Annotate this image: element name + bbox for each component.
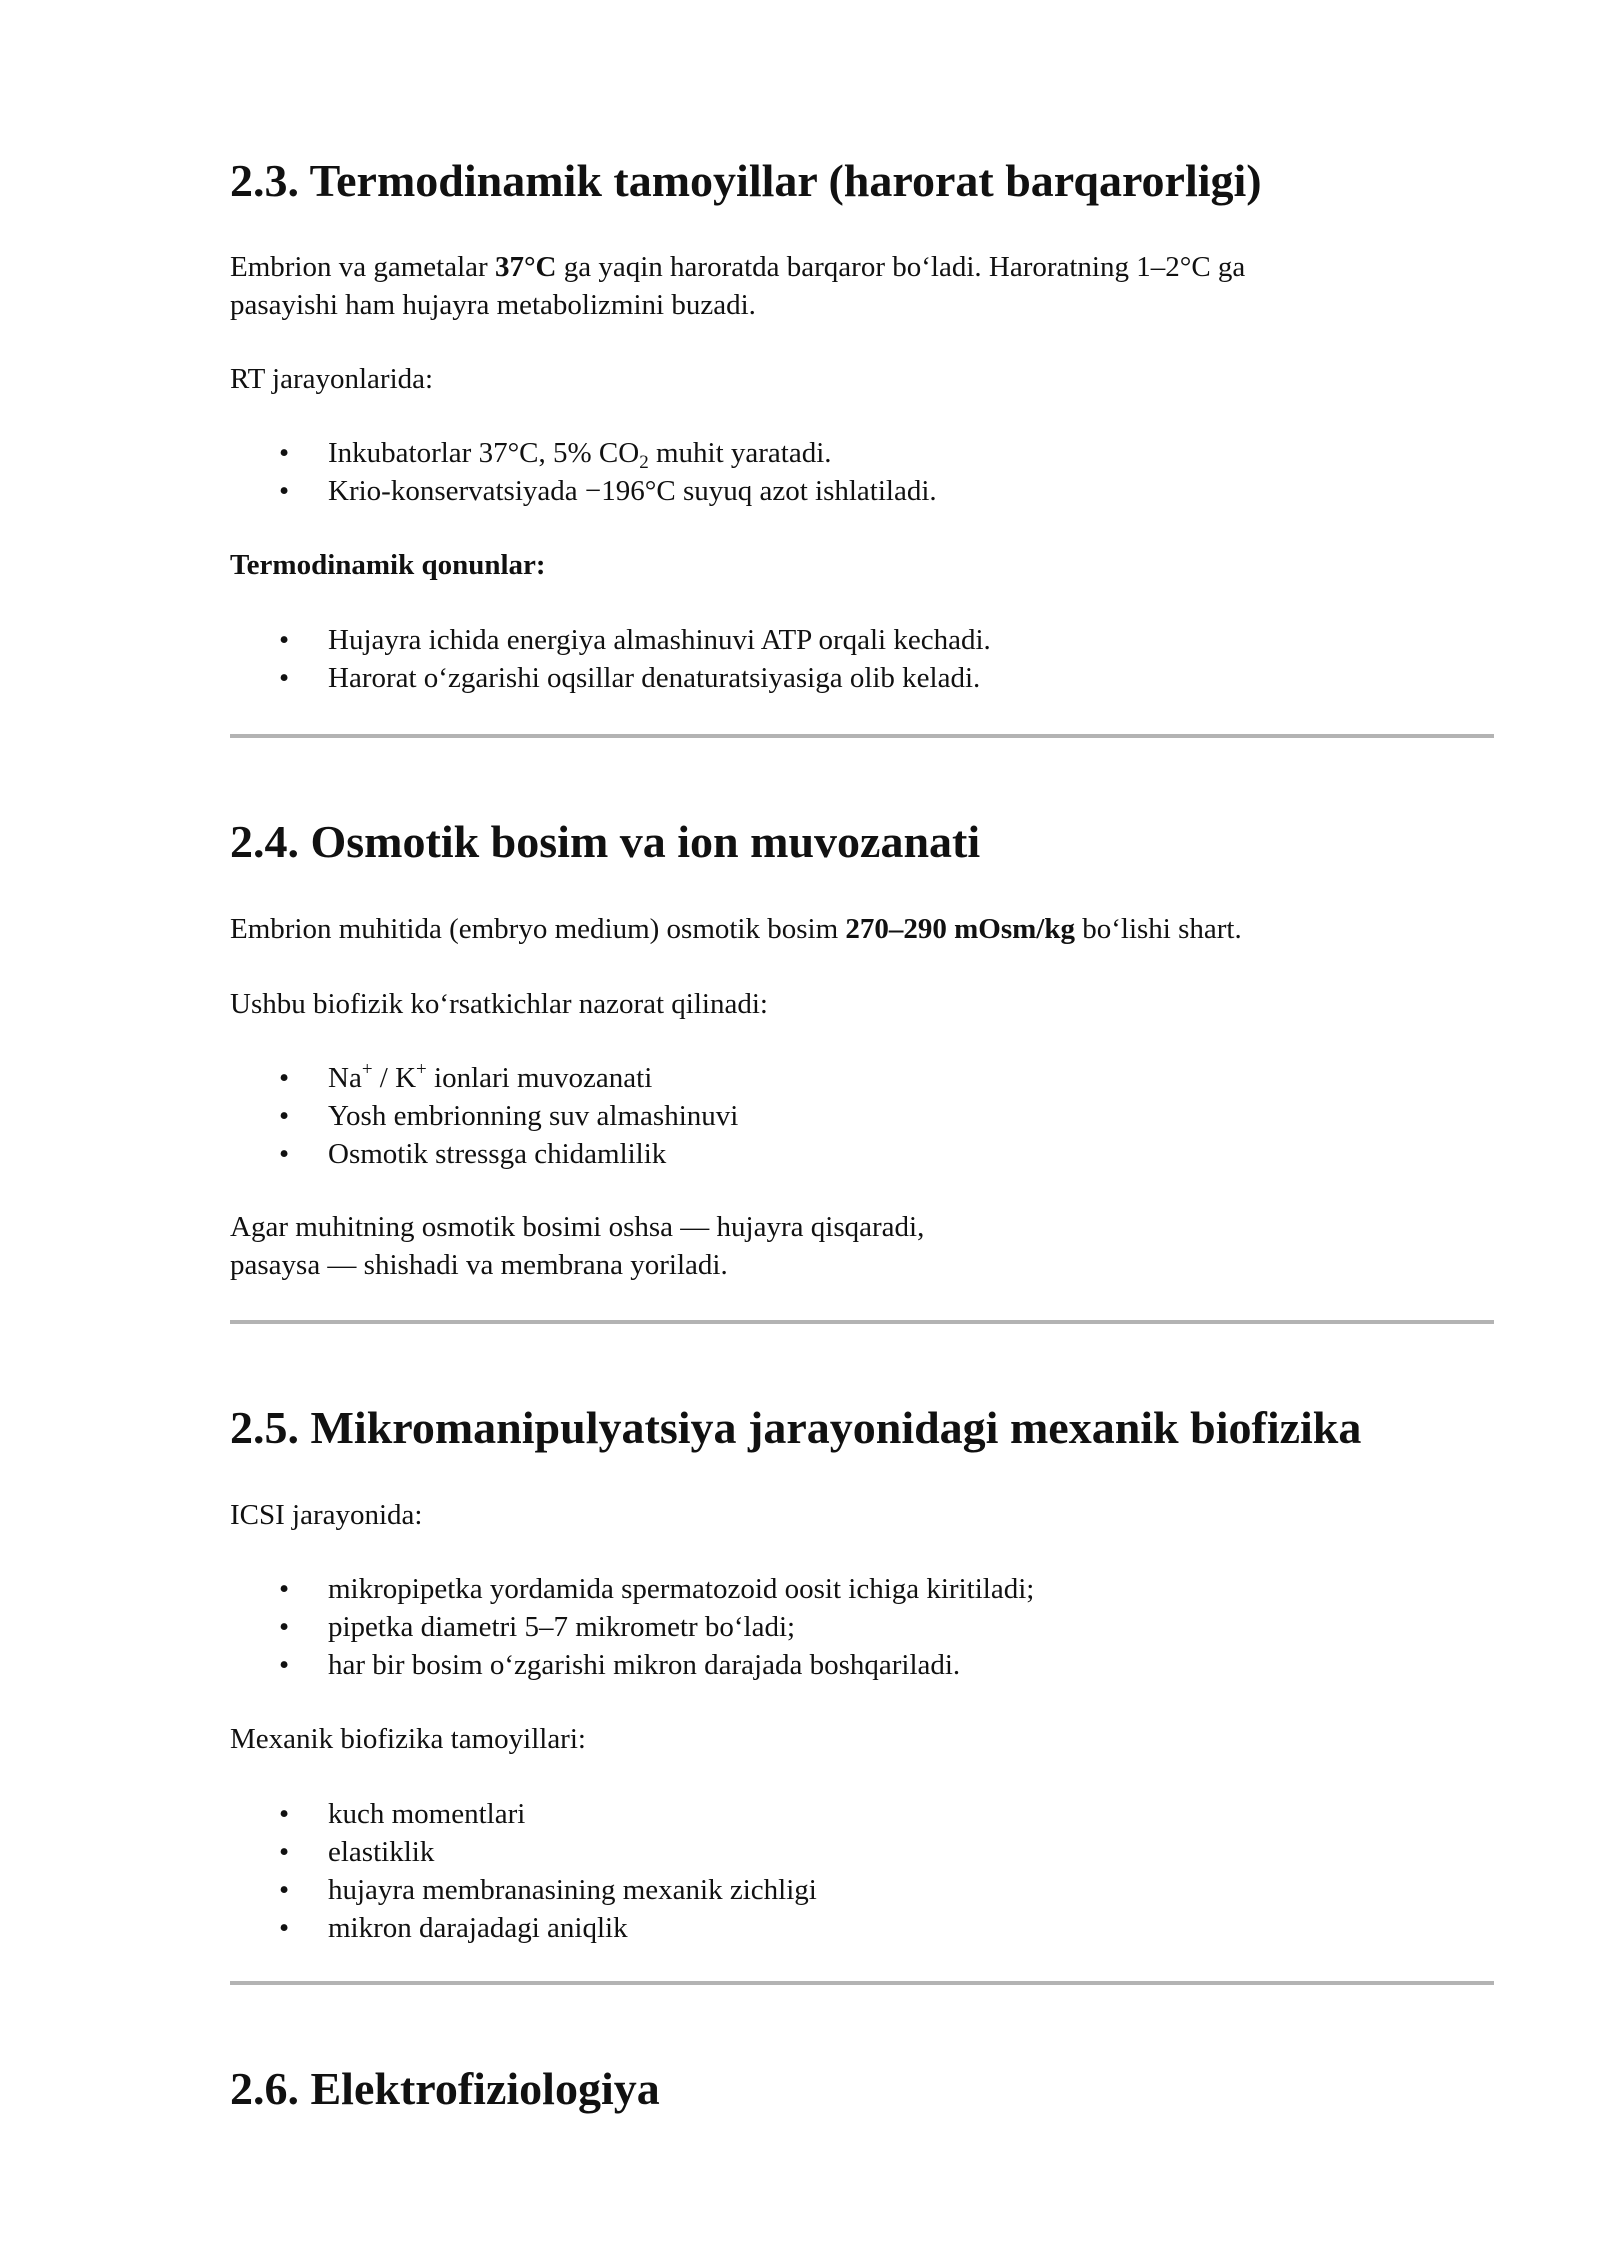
laws-label-bold: Termodinamik qonunlar: bbox=[230, 549, 546, 581]
section-2-4-heading: 2.4. Osmotik bosim va ion muvozanati bbox=[230, 816, 981, 867]
subscript: 2 bbox=[639, 452, 649, 473]
intro-text: ga yaqin haroratda barqaror bo‘ladi. Haroratning 1–2°C ga bbox=[556, 251, 1246, 283]
item-text: ionlari muvozanati bbox=[426, 1062, 653, 1094]
laws-list bbox=[230, 621, 1494, 697]
icsi-label: ICSI jarayonida: bbox=[230, 1499, 423, 1531]
principles-list bbox=[230, 1795, 1494, 1947]
intro-text: bo‘lishi shart. bbox=[1074, 913, 1242, 945]
item-text: muhit yaratadi. bbox=[648, 437, 832, 469]
section-2-3-intro-line2: pasayishi ham hujayra metabolizmini buzadi. bbox=[230, 289, 756, 321]
control-label: Ushbu biofizik ko‘rsatkichlar nazorat qilinadi: bbox=[230, 988, 768, 1020]
section-divider bbox=[230, 1981, 1494, 1985]
rt-label: RT jarayonlarida: bbox=[230, 363, 434, 395]
ion-list bbox=[230, 1059, 1494, 1173]
section-2-6-heading: 2.6. Elektrofiziologiya bbox=[230, 2063, 660, 2114]
intro-bold-temperature: 37°C bbox=[494, 251, 557, 283]
intro-text: Embrion muhitida (embryo medium) osmotik bosim bbox=[230, 913, 846, 945]
intro-text: Embrion va gametalar bbox=[230, 251, 495, 283]
list-item: • hujayra membranasining mexanik zichligi bbox=[230, 1871, 1494, 1909]
list-item bbox=[230, 1059, 1494, 1097]
outro-line2: pasaysa — shishadi va membrana yoriladi. bbox=[230, 1249, 728, 1281]
section-divider bbox=[230, 734, 1494, 738]
item-text: Inkubatorlar 37°C, 5% CO bbox=[328, 437, 640, 469]
list-item: • pipetka diametri 5–7 mikrometr bo‘ladi; bbox=[230, 1608, 1494, 1646]
list-item: • mikron darajadagi aniqlik bbox=[230, 1909, 1494, 1947]
section-2-5-heading: 2.5. Mikromanipulyatsiya jarayonidagi mexanik biofizika bbox=[230, 1402, 1362, 1453]
list-item: • Yosh embrionning suv almashinuvi bbox=[230, 1097, 1494, 1135]
section-2-3-intro-line1 bbox=[230, 248, 1245, 286]
list-item: • Krio-konservatsiyada −196°C suyuq azot ishlatiladi. bbox=[230, 472, 1494, 510]
list-item: • elastiklik bbox=[230, 1833, 1494, 1871]
laws-label bbox=[230, 546, 546, 584]
section-2-3-heading: 2.3. Termodinamik tamoyillar (harorat barqarorligi) bbox=[230, 155, 1262, 206]
superscript: + bbox=[416, 1059, 427, 1080]
icsi-list bbox=[230, 1570, 1494, 1684]
section-2-4-intro bbox=[230, 910, 1242, 948]
list-item: • Hujayra ichida energiya almashinuvi ATP orqali kechadi. bbox=[230, 621, 1494, 659]
item-text: / K bbox=[372, 1062, 417, 1094]
list-item: • har bir bosim o‘zgarishi mikron darajada boshqariladi. bbox=[230, 1646, 1494, 1684]
list-item bbox=[230, 434, 1494, 472]
list-item: • Harorat o‘zgarishi oqsillar denaturatsiyasiga olib keladi. bbox=[230, 659, 1494, 697]
list-item: • Osmotik stressga chidamlilik bbox=[230, 1135, 1494, 1173]
principles-label: Mexanik biofizika tamoyillari: bbox=[230, 1723, 586, 1755]
outro-line1: Agar muhitning osmotik bosimi oshsa — hujayra qisqaradi, bbox=[230, 1211, 925, 1243]
section-divider bbox=[230, 1320, 1494, 1324]
item-text: Na bbox=[328, 1062, 362, 1094]
superscript: + bbox=[361, 1059, 373, 1080]
intro-bold-osmolality: 270–290 mOsm/kg bbox=[845, 913, 1075, 945]
rt-list bbox=[230, 434, 1494, 510]
list-item: • kuch momentlari bbox=[230, 1795, 1494, 1833]
list-item: • mikropipetka yordamida spermatozoid oosit ichiga kiritiladi; bbox=[230, 1570, 1494, 1608]
